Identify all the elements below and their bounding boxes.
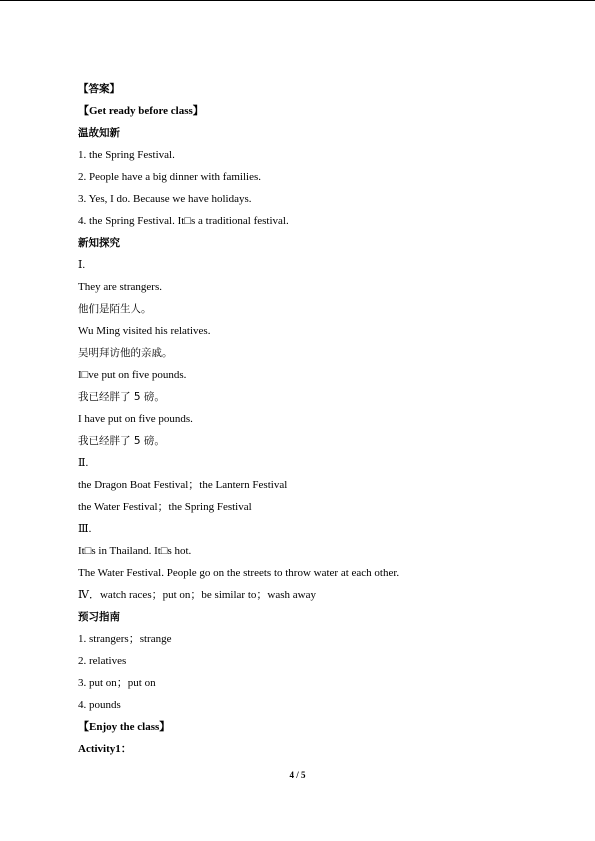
text-line: 1. strangers；strange	[78, 633, 172, 645]
text-line: Ⅳ．watch races；put on；be similar to；wash away	[78, 589, 316, 601]
text-line: Ⅰ.	[78, 259, 86, 271]
text-line: 4. the Spring Festival. It□s a traditional festival.	[78, 215, 289, 227]
section-heading: 【Enjoy the class】	[78, 721, 171, 733]
text-line: 我已经胖了 5 磅。	[78, 391, 165, 403]
text-line: the Water Festival；the Spring Festival	[78, 501, 252, 513]
text-line: 吴明拜访他的亲戚。	[78, 347, 173, 359]
section-heading: 新知探究	[78, 237, 120, 249]
document-body	[78, 78, 538, 760]
text-line: 我已经胖了 5 磅。	[78, 435, 165, 447]
text-line: 2. relatives	[78, 655, 127, 667]
text-line: the Dragon Boat Festival；the Lantern Festival	[78, 479, 288, 491]
section-heading: 温故知新	[78, 127, 120, 139]
text-line: The Water Festival. People go on the streets to throw water at each other.	[78, 567, 400, 579]
text-line: 2. People have a big dinner with families.	[78, 171, 261, 183]
text-line: It□s in Thailand. It□s hot.	[78, 545, 192, 557]
text-line: 3. Yes, I do. Because we have holidays.	[78, 193, 252, 205]
top-rule	[0, 0, 595, 1]
section-heading: 预习指南	[78, 611, 120, 623]
section-heading: Activity1：	[78, 743, 132, 755]
text-line: Ⅲ.	[78, 523, 92, 535]
text-line: 他们是陌生人。	[78, 303, 152, 315]
text-line: 4. pounds	[78, 699, 121, 711]
text-line: Wu Ming visited his relatives.	[78, 325, 211, 337]
section-heading: 【答案】	[78, 83, 120, 95]
text-line: Ⅱ.	[78, 457, 89, 469]
page-number: 4 / 5	[289, 770, 306, 780]
text-line: I□ve put on five pounds.	[78, 369, 187, 381]
section-heading: 【Get ready before class】	[78, 105, 204, 117]
text-line: I have put on five pounds.	[78, 413, 193, 425]
text-line: They are strangers.	[78, 281, 162, 293]
text-line: 3. put on；put on	[78, 677, 156, 689]
text-line: 1. the Spring Festival.	[78, 149, 175, 161]
